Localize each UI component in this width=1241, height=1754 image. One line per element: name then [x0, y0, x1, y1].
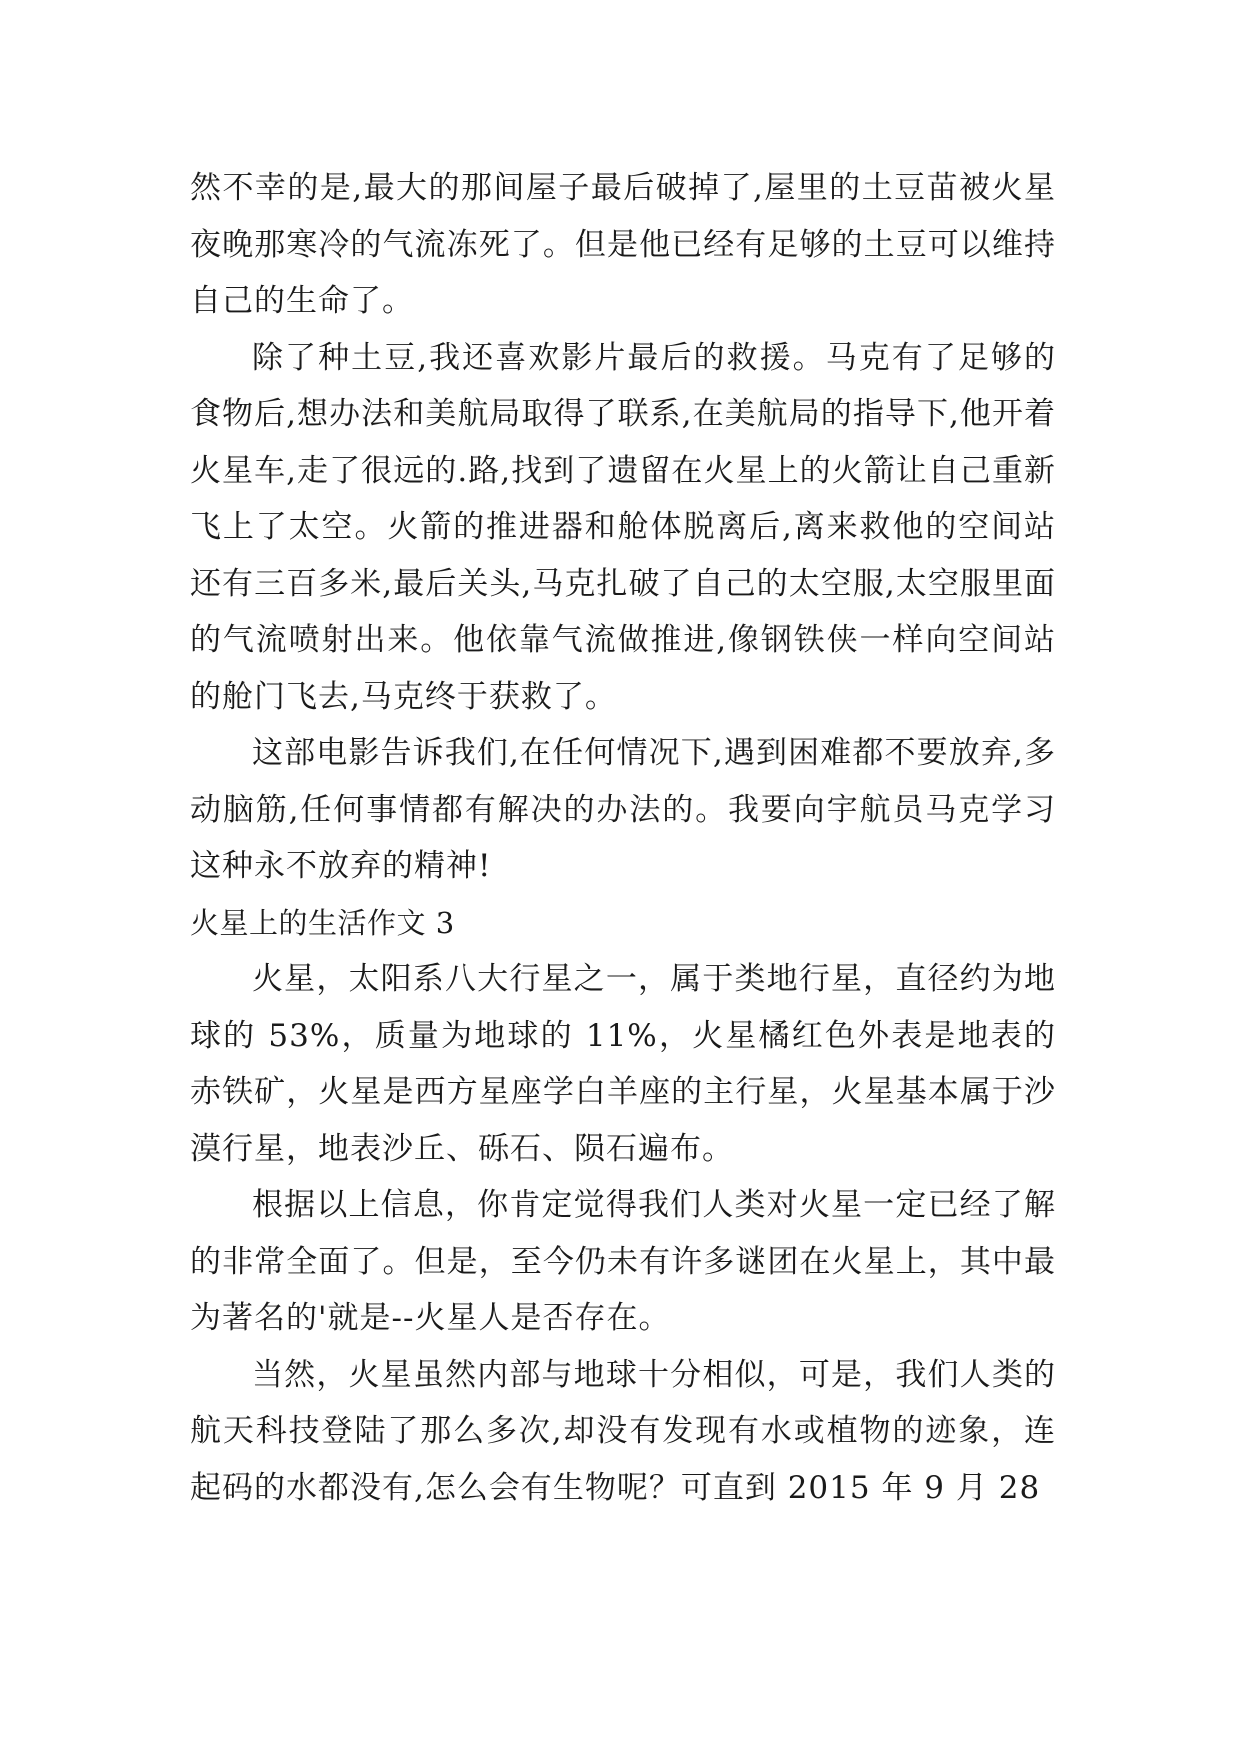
section-title: 火星上的生活作文 3: [190, 905, 455, 940]
paragraph-continuation: 然不幸的是,最大的那间屋子最后破掉了,屋里的土豆苗被火星夜晚那寒冷的气流冻死了。但是他已经有足够的土豆可以维持自己的生命了。: [190, 170, 1056, 319]
paragraph-conclusion: 这部电影告诉我们,在任何情况下,遇到困难都不要放弃,多动脑筋,任何事情都有解决的办法的。我要向宇航员马克学习这种永不放弃的精神!: [190, 735, 1056, 884]
paragraph-mars-intro: 火星，太阳系八大行星之一，属于类地行星，直径约为地球的 53%，质量为地球的 11%，火星橘红色外表是地表的赤铁矿，火星是西方星座学白羊座的主行星，火星基本属于沙漠行星，地表沙丘、砾石、陨石遍布。: [190, 961, 1056, 1167]
paragraph-rescue: 除了种土豆,我还喜欢影片最后的救援。马克有了足够的食物后,想办法和美航局取得了联系,在美航局的指导下,他开着火星车,走了很远的.路,找到了遗留在火星上的火箭让自己重新飞上了太空。火箭的推进器和舱体脱离后,离来救他的空间站还有三百多米,最后关头,马克扎破了自己的太空服,太空服里面的气流喷射出来。他依靠气流做推进,像钢铁侠一样向空间站的舱门飞去,马克终于获救了。: [190, 339, 1056, 715]
paragraph-mars-mystery: 根据以上信息，你肯定觉得我们人类对火星一定已经了解的非常全面了。但是，至今仍未有许多谜团在火星上，其中最为著名的'就是--火星人是否存在。: [190, 1187, 1056, 1336]
paragraph-mars-life: 当然，火星虽然内部与地球十分相似，可是，我们人类的航天科技登陆了那么多次,却没有发现有水或植物的迹象，连起码的水都没有,怎么会有生物呢？可直到 2015 年 9 月 28: [190, 1356, 1056, 1506]
document-body: [190, 160, 1056, 1516]
